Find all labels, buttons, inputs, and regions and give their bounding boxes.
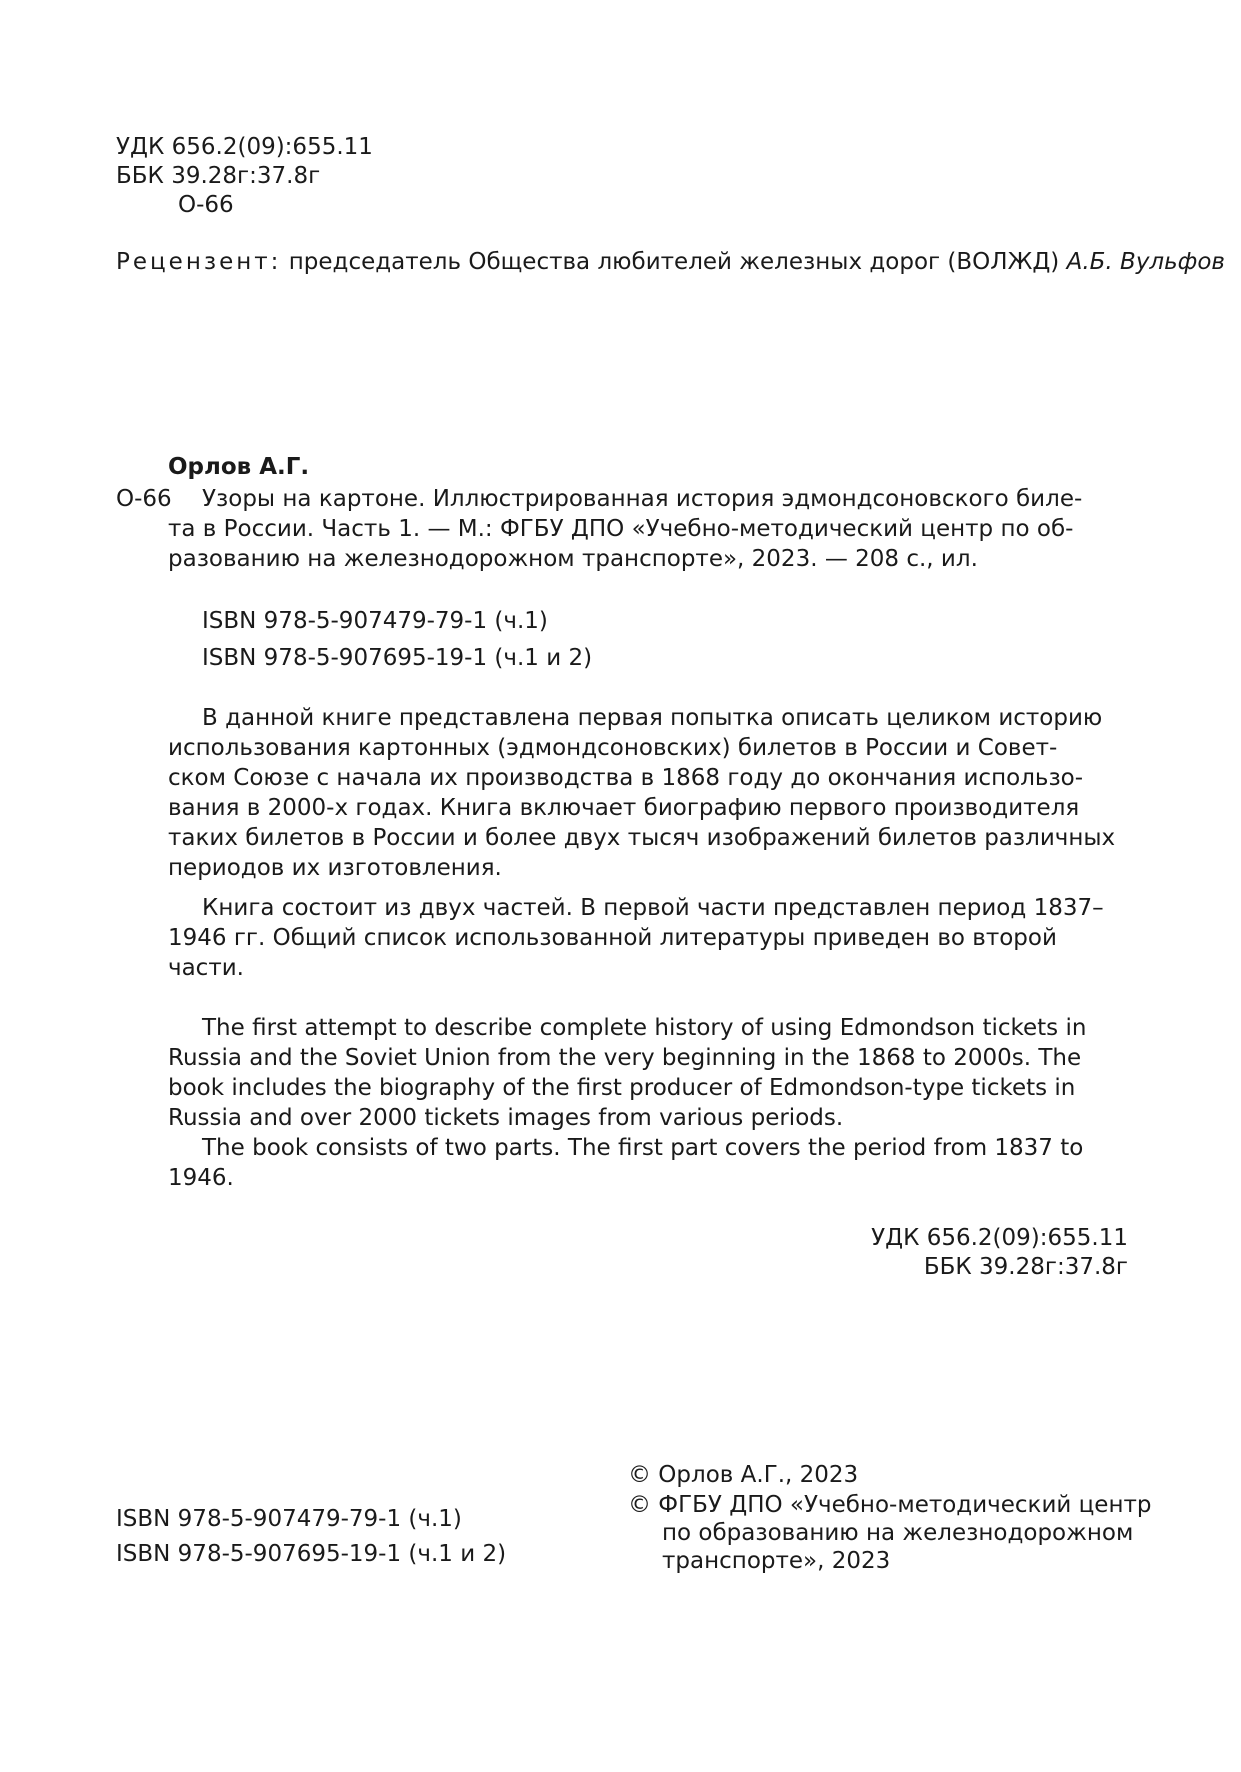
reviewer-name: А.Б. Вульфов (1066, 249, 1225, 275)
annotation-ru-line: ском Союзе с начала их производства в 1868 году до окончания использо- (168, 765, 1084, 791)
annotation-ru-line: части. (168, 955, 244, 981)
annotation-en-line: The book consists of two parts. The first part covers the period from 1837 to (202, 1135, 1084, 1161)
entry-description-line: Узоры на картоне. Иллюстрированная история эдмондсоновского биле- (202, 486, 1083, 512)
annotation-ru-line: периодов их изготовления. (168, 855, 502, 881)
footer-isbn-set: ISBN 978-5-907695-19-1 (ч.1 и 2) (116, 1541, 507, 1567)
entry-author: Орлов А.Г. (168, 454, 310, 480)
annotation-ru-line: Книга состоит из двух частей. В первой части представлен период 1837– (202, 895, 1104, 921)
copyright-publisher-cont: по образованию на железнодорожном (662, 1520, 1134, 1546)
reviewer-text: председатель Общества любителей железных дорог (ВОЛЖД) (281, 249, 1067, 275)
annotation-ru-line: 1946 гг. Общий список использованной литературы приведен во второй (168, 925, 1057, 951)
copyright-publisher-cont: транспорте», 2023 (662, 1548, 891, 1574)
annotation-ru-line: таких билетов в России и более двух тысяч изображений билетов различных (168, 825, 1116, 851)
annotation-ru-line: В данной книге представлена первая попытка описать целиком историю (202, 705, 1103, 731)
copyright-author: © Орлов А.Г., 2023 (628, 1462, 859, 1488)
annotation-en-line: book includes the biography of the first producer of Edmondson-type tickets in (168, 1075, 1076, 1101)
annotation-en-line: 1946. (168, 1165, 234, 1191)
entry-description-line: разованию на железнодорожном транспорте», 2023. — 208 с., ил. (168, 546, 978, 572)
annotation-en-line: Russia and the Soviet Union from the very beginning in the 1868 to 2000s. The (168, 1045, 1082, 1071)
reviewer-line (116, 249, 1225, 275)
annotation-en-line: Russia and over 2000 tickets images from various periods. (168, 1105, 844, 1131)
bbk-code-bottom: ББК 39.28г:37.8г (923, 1254, 1128, 1280)
entry-description-line: та в России. Часть 1. — М.: ФГБУ ДПО «Учебно-методический центр по об- (168, 516, 1074, 542)
entry-code: О-66 (116, 486, 172, 512)
udk-code: УДК 656.2(09):655.11 (116, 134, 373, 160)
entry-isbn-part1: ISBN 978-5-907479-79-1 (ч.1) (202, 608, 548, 634)
annotation-en-line: The first attempt to describe complete history of using Edmondson tickets in (202, 1015, 1087, 1041)
footer-isbn-part1: ISBN 978-5-907479-79-1 (ч.1) (116, 1506, 462, 1532)
entry-isbn-set: ISBN 978-5-907695-19-1 (ч.1 и 2) (202, 645, 593, 671)
annotation-ru-line: использования картонных (эдмондсоновских) билетов в России и Совет- (168, 735, 1058, 761)
bbk-code: ББК 39.28г:37.8г (116, 163, 321, 189)
copyright-publisher: © ФГБУ ДПО «Учебно-методический центр (628, 1492, 1152, 1518)
udk-code-bottom: УДК 656.2(09):655.11 (871, 1225, 1128, 1251)
reviewer-label: Рецензент: (116, 249, 282, 275)
annotation-ru-line: вания в 2000-х годах. Книга включает биографию первого производителя (168, 795, 1080, 821)
author-mark: О-66 (178, 192, 234, 218)
